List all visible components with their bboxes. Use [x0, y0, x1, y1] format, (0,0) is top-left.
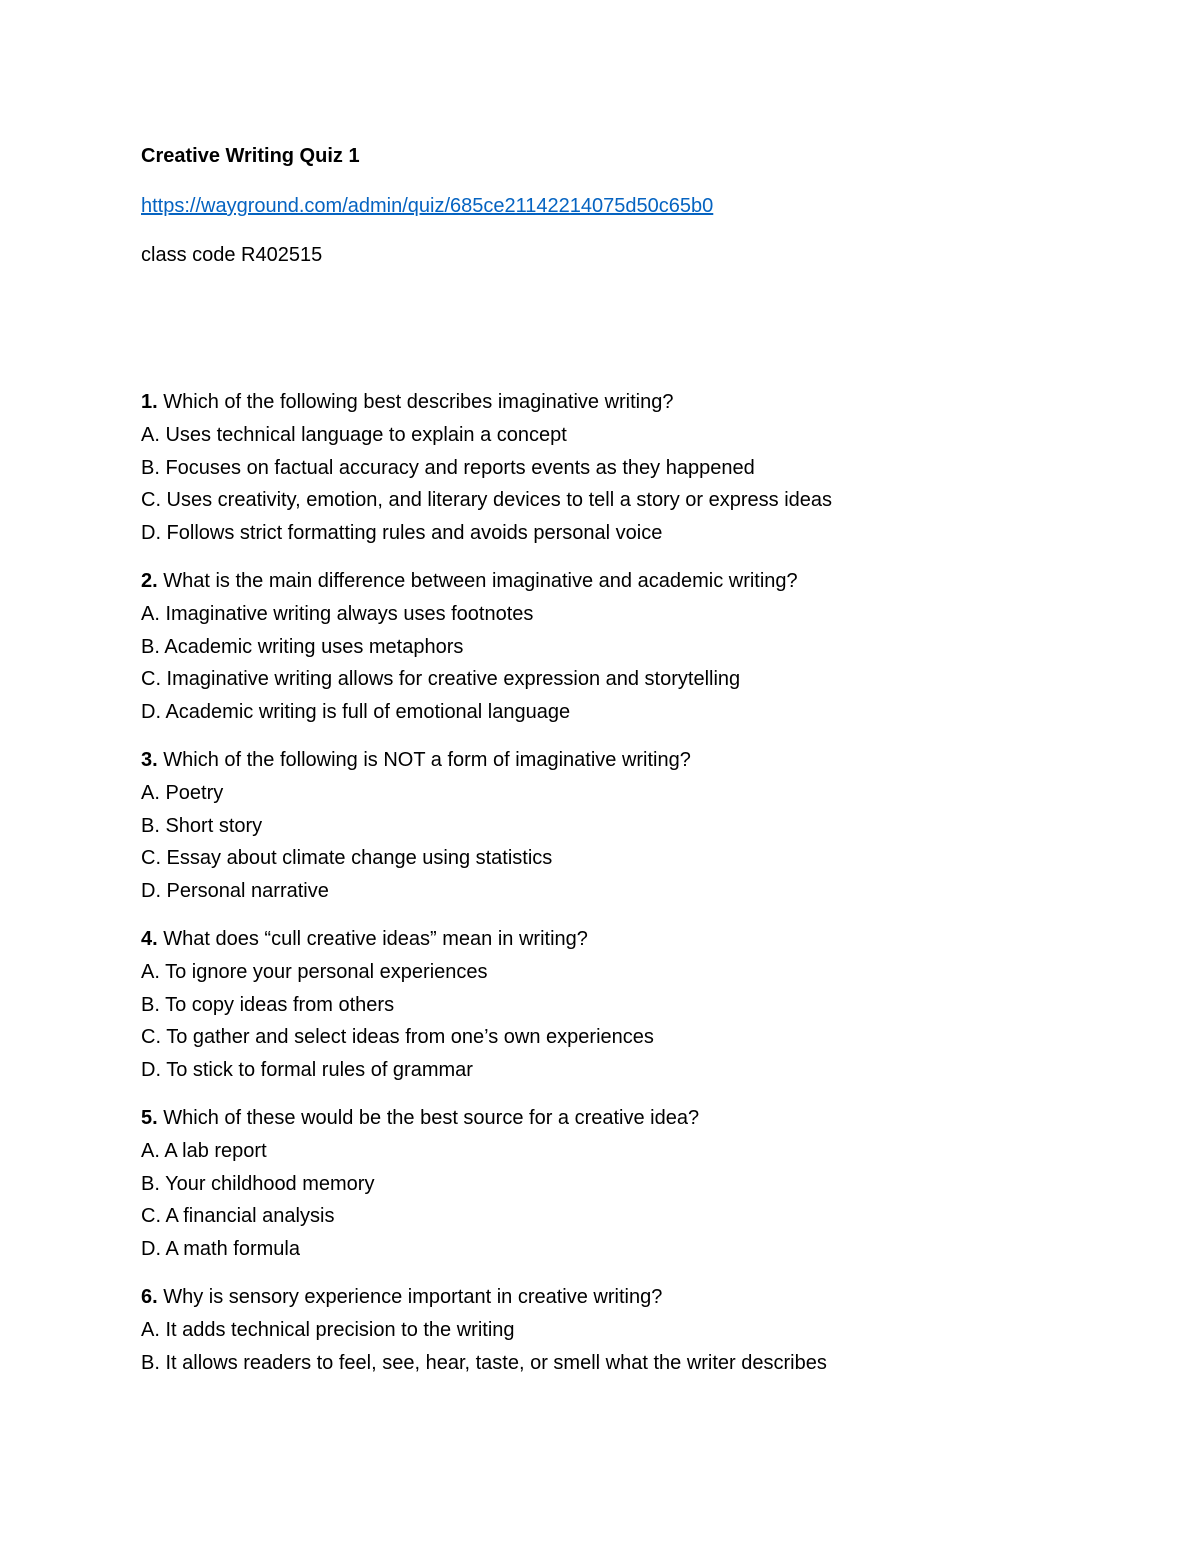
question-text	[141, 1102, 1141, 1135]
question-1	[141, 386, 1141, 550]
document-title: Creative Writing Quiz 1	[141, 145, 360, 167]
question-text	[141, 923, 1141, 956]
question-text	[141, 565, 1141, 598]
question-number: 6.	[141, 1285, 158, 1308]
answer-option: A. A lab report	[141, 1139, 267, 1162]
answer-option: A. It adds technical precision to the writing	[141, 1318, 515, 1341]
answer-option: B. Short story	[141, 814, 263, 837]
answer-option: C. Uses creativity, emotion, and literary devices to tell a story or express ideas	[141, 489, 833, 512]
answer-option: D. Follows strict formatting rules and avoids personal voice	[141, 522, 663, 545]
answer-option: A. To ignore your personal experiences	[141, 960, 488, 983]
answer-option: B. Academic writing uses metaphors	[141, 635, 464, 658]
question-6	[141, 1281, 1141, 1379]
question-number: 4.	[141, 927, 158, 950]
question-text	[141, 1281, 1141, 1314]
question-2	[141, 565, 1141, 729]
question-number: 3.	[141, 748, 158, 771]
answer-option: A. Imaginative writing always uses footnotes	[141, 602, 534, 625]
question-4	[141, 923, 1141, 1087]
answer-option: C. Imaginative writing allows for creative expression and storytelling	[141, 668, 741, 691]
answer-option: D. To stick to formal rules of grammar	[141, 1059, 473, 1082]
question-prompt: Why is sensory experience important in creative writing?	[163, 1285, 663, 1308]
answer-option: D. Academic writing is full of emotional language	[141, 701, 571, 724]
question-prompt: Which of the following best describes imaginative writing?	[163, 391, 674, 413]
answer-option: C. A financial analysis	[141, 1205, 335, 1228]
answer-option: A. Uses technical language to explain a concept	[141, 423, 567, 446]
question-3	[141, 744, 1141, 908]
question-prompt: What is the main difference between imaginative and academic writing?	[163, 569, 798, 592]
question-text	[141, 386, 1141, 419]
answer-option: A. Poetry	[141, 781, 224, 804]
question-number: 1.	[141, 391, 158, 413]
answer-option: B. It allows readers to feel, see, hear, taste, or smell what the writer describes	[141, 1351, 827, 1374]
answer-option: B. To copy ideas from others	[141, 993, 395, 1016]
question-prompt: Which of these would be the best source for a creative idea?	[163, 1106, 700, 1129]
question-text	[141, 744, 1141, 777]
question-prompt: Which of the following is NOT a form of imaginative writing?	[163, 748, 691, 771]
quiz-link[interactable]: https://wayground.com/admin/quiz/685ce21142214075d50c65b0	[141, 195, 714, 217]
answer-option: C. To gather and select ideas from one’s own experiences	[141, 1026, 654, 1049]
question-number: 5.	[141, 1106, 158, 1129]
question-5	[141, 1102, 1141, 1266]
class-code: class code R402515	[141, 244, 323, 266]
question-prompt: What does “cull creative ideas” mean in writing?	[163, 927, 588, 950]
answer-option: D. A math formula	[141, 1238, 300, 1261]
answer-option: D. Personal narrative	[141, 880, 329, 903]
answer-option: C. Essay about climate change using statistics	[141, 847, 553, 870]
answer-option: B. Your childhood memory	[141, 1172, 375, 1195]
answer-option: B. Focuses on factual accuracy and reports events as they happened	[141, 456, 755, 479]
question-list	[141, 386, 1141, 1394]
question-number: 2.	[141, 569, 158, 592]
